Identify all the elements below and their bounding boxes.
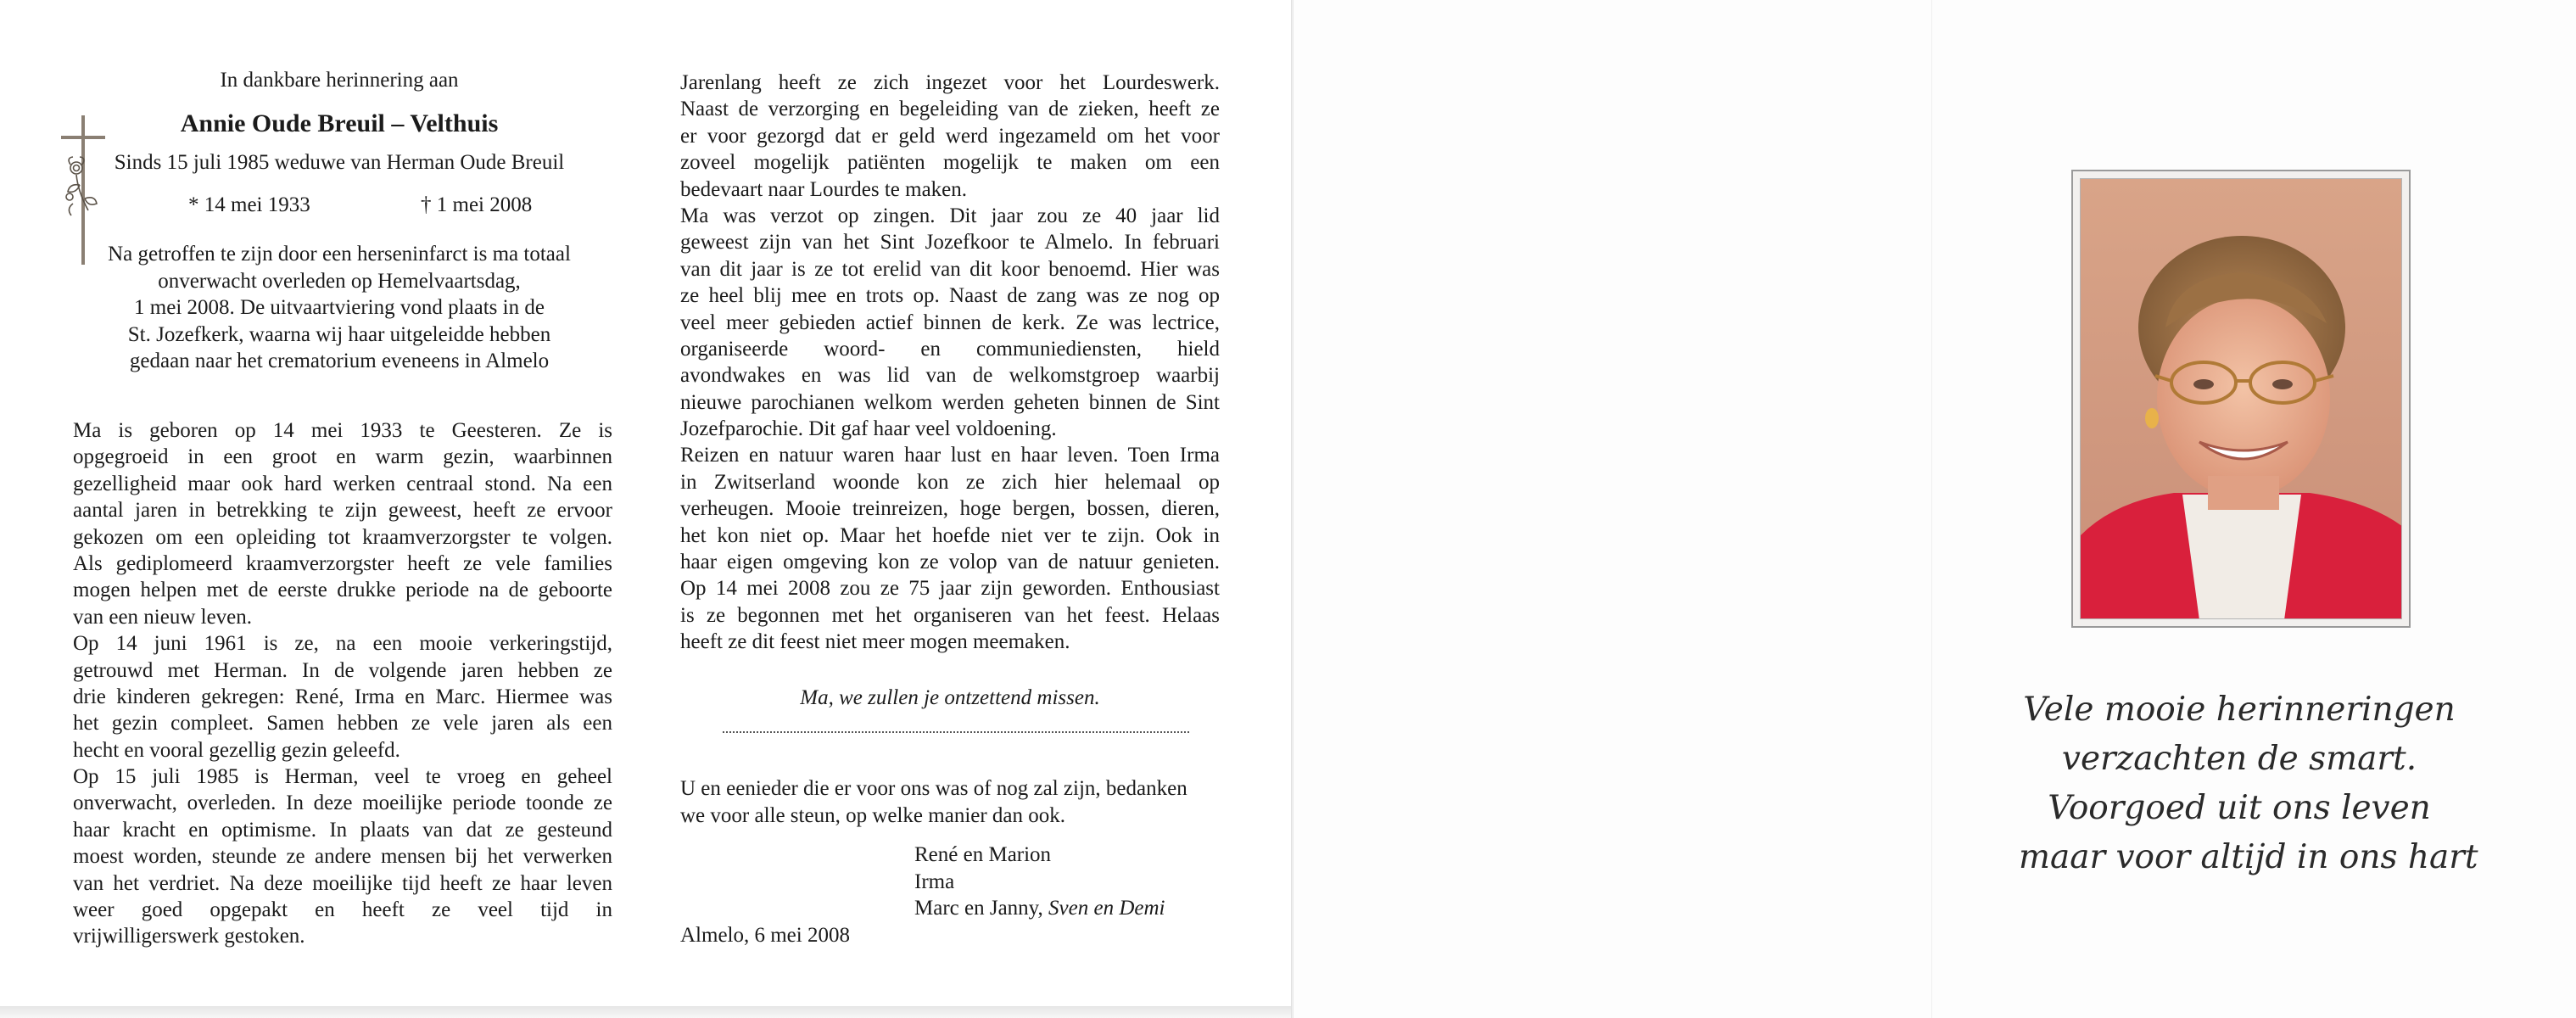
- poem-line: Vele mooie herinneringen: [2023, 691, 2456, 729]
- text-line: gekozen om een opleiding tot kraamverzorgster te volgen.: [73, 525, 612, 549]
- text-line: van een nieuw leven.: [73, 605, 253, 629]
- biography-column-1: [73, 417, 612, 950]
- text-line: mogen helpen met de eerste drukke periode na de geboorte: [73, 579, 612, 602]
- text-line: geweest zijn van het Sint Jozefkoor te Almelo. In februari: [680, 231, 1220, 255]
- death-announcement: [102, 241, 577, 375]
- text-line: in Zwitserland woonde kon ze zich hier helemaal op: [680, 470, 1220, 494]
- text-line: ze heel blij mee en trots op. Naast de zang was ze nog op: [680, 284, 1220, 308]
- announcement-line: St. Jozefkerk, waarna wij haar uitgeleidde hebben: [127, 322, 551, 346]
- text-line: drie kinderen gekregen: René, Irma en Marc. Hiermee was: [73, 685, 612, 708]
- announcement-line: onverwacht overleden op Hemelvaartsdag,: [158, 269, 521, 293]
- thanks-line: U en eenieder die er voor ons was of nog zal zijn, bedanken: [680, 777, 1187, 800]
- memorial-poem: [2019, 685, 2478, 882]
- text-line: nieuwe parochianen welkom werden geheten binnen de Sint: [680, 390, 1220, 414]
- announcement-line: 1 mei 2008. De uitvaartviering vond plaats in de: [134, 296, 545, 319]
- card-right-crease: [1931, 0, 1932, 1018]
- text-line: Op 15 juli 1985 is Herman, veel te vroeg en geheel: [73, 765, 612, 789]
- cross-with-rose-icon: [58, 115, 109, 265]
- text-line: Jarenlang heeft ze zich ingezet voor het Lourdeswerk.: [680, 71, 1220, 94]
- text-line: vrijwilligerswerk gestoken.: [73, 925, 305, 948]
- poem-line: verzachten de smart.: [2061, 740, 2417, 778]
- text-line: getrouwd met Herman. In de volgende jaren hebben ze: [73, 658, 612, 682]
- place-and-date: Almelo, 6 mei 2008: [680, 924, 850, 947]
- text-line: opgegroeid in een groot en warm gezin, waarbinnen: [73, 445, 612, 469]
- announcement-line: gedaan naar het crematorium eveneens in Almelo: [129, 350, 550, 372]
- thanks-paragraph: [680, 775, 1220, 829]
- widow-line: Sinds 15 juli 1985 weduwe van Herman Oude Breuil: [114, 151, 565, 174]
- text-line: weer goed opgepakt en heeft ze veel tijd in: [73, 898, 612, 922]
- text-line: Als gediplomeerd kraamverzorgster heeft ze vele families: [73, 551, 612, 575]
- text-line: zoveel mogelijk patiënten mogelijk te maken om een: [680, 151, 1220, 175]
- signer-text: Marc en Janny,: [914, 897, 1043, 920]
- portrait-photo: [2080, 178, 2402, 619]
- text-line: aantal jaren in betrekking te zijn geweest, heeft ze ervoor: [73, 499, 612, 523]
- text-line: moest worden, steunde ze andere mensen bij het verwerken: [73, 845, 612, 869]
- text-line: Op 14 juni 1961 is ze, na een mooie verkeringstijd,: [73, 632, 612, 656]
- text-line: bedevaart naar Lourdes te maken.: [680, 177, 968, 201]
- signer-line: [914, 895, 1165, 922]
- text-line: haar eigen omgeving kon ze volop van de natuur genieten.: [680, 551, 1220, 574]
- family-signatures: [914, 842, 1165, 922]
- thanks-line: we voor alle steun, op welke manier dan ook.: [680, 803, 1066, 827]
- text-line: Ma was verzot op zingen. Dit jaar zou ze 40 jaar lid: [680, 204, 1220, 227]
- text-line: het kon niet op. Maar het hoefde niet ver te zijn. Ook in: [680, 523, 1220, 547]
- text-line: Ma is geboren op 14 mei 1933 te Geesteren. Ze is: [73, 419, 612, 442]
- poem-line: maar voor altijd in ons hart: [2019, 838, 2478, 876]
- text-line: van het verdriet. Na deze moeilijke tijd heeft ze haar leven: [73, 871, 612, 895]
- text-line: veel meer gebieden actief binnen de kerk. Ze was lectrice,: [680, 310, 1220, 334]
- grandchildren-names: Sven en Demi: [1048, 897, 1165, 920]
- text-line: Op 14 mei 2008 zou ze 75 jaar zijn geworden. Enthousiast: [680, 577, 1220, 601]
- birth-date: * 14 mei 1933: [188, 193, 310, 216]
- text-line: Jozefparochie. Dit gaf haar veel voldoening.: [680, 417, 1057, 441]
- text-line: organiseerde woord- en communiediensten, hield: [680, 337, 1220, 361]
- text-line: van dit jaar is ze tot erelid van dit koor benoemd. Hier was: [680, 257, 1220, 281]
- text-line: hecht en vooral gezellig gezin geleefd.: [73, 738, 400, 762]
- announcement-line: Na getroffen te zijn door een herseninfarct is ma totaal: [108, 243, 571, 266]
- biography-column-2: [680, 70, 1220, 656]
- text-line: avondwakes en was lid van de welkomstgroep waarbij: [680, 364, 1220, 388]
- intro-line: In dankbare herinnering aan: [220, 69, 459, 92]
- signer-line: Irma: [914, 870, 955, 893]
- text-line: onverwacht, overleden. In deze moeilijke periode toonde ze: [73, 791, 612, 815]
- deceased-name: Annie Oude Breuil – Velthuis: [180, 109, 499, 137]
- poem-line: Voorgoed uit ons leven: [2048, 789, 2431, 827]
- signer-line: René en Marion: [914, 843, 1052, 866]
- dotted-divider: [723, 731, 1189, 733]
- text-line: Naast de verzorging en begeleiding van de zieken, heeft ze: [680, 98, 1220, 121]
- text-line: is ze begonnen met het organiseren van het feest. Helaas: [680, 603, 1220, 627]
- text-line: haar kracht en optimisme. In plaats van dat ze gesteund: [73, 818, 612, 842]
- closing-line: Ma, we zullen je ontzettend missen.: [800, 686, 1100, 709]
- text-line: er voor gezorgd dat er geld werd ingezameld om het voor: [680, 124, 1220, 148]
- text-line: heeft ze dit feest niet meer mogen meemaken.: [680, 630, 1070, 654]
- text-line: Reizen en natuur waren haar lust en haar leven. Toen Irma: [680, 444, 1220, 467]
- card-bottom-edge: [0, 1006, 1291, 1018]
- text-line: verheugen. Mooie treinreizen, hoge bergen, bossen, dieren,: [680, 497, 1220, 521]
- text-line: gezelligheid maar ook hard werken centraal stond. Na een: [73, 472, 612, 495]
- death-date: † 1 mei 2008: [421, 193, 533, 216]
- text-line: het gezin compleet. Samen hebben ze vele jaren als een: [73, 712, 612, 736]
